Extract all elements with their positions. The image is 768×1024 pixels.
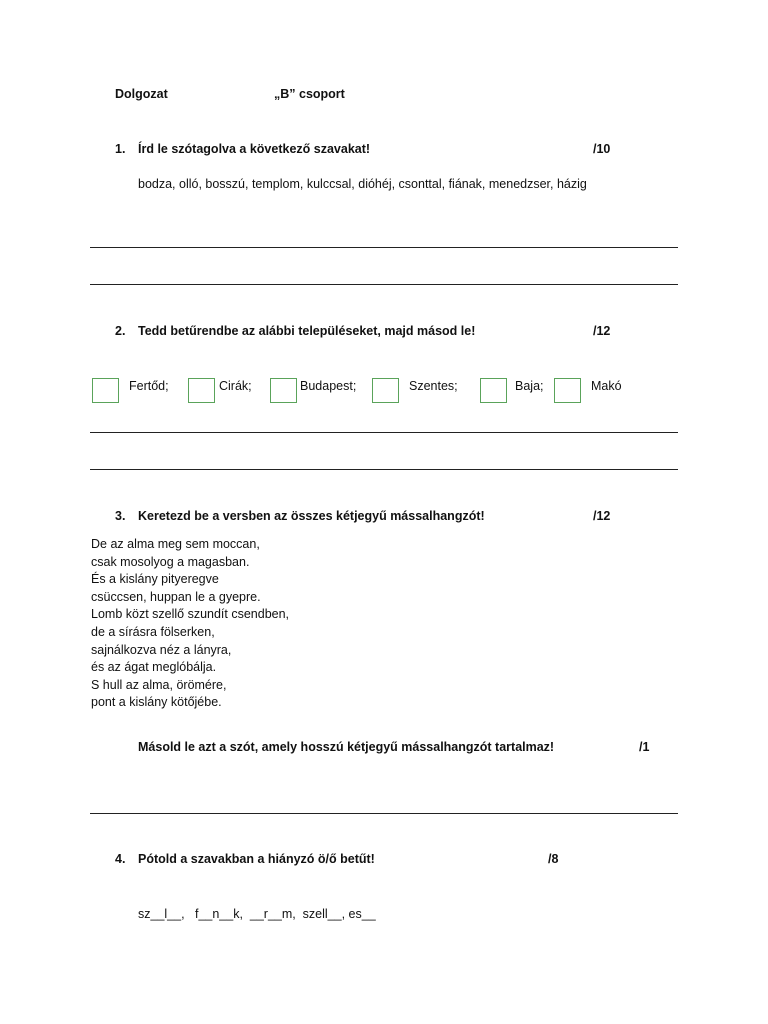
order-box[interactable] — [92, 378, 119, 403]
poem-line: És a kislány pityeregve — [91, 572, 219, 587]
order-box[interactable] — [554, 378, 581, 403]
answer-line — [90, 813, 678, 814]
order-box[interactable] — [480, 378, 507, 403]
poem-line: de a sírásra fölserken, — [91, 624, 215, 639]
poem-line: sajnálkozva néz a lányra, — [91, 642, 232, 657]
place-label: Cirák; — [219, 379, 252, 393]
poem-line: pont a kislány kötőjébe. — [91, 695, 222, 710]
poem-line: De az alma meg sem moccan, — [91, 537, 260, 551]
poem-line: és az ágat meglóbálja. — [91, 660, 217, 675]
task3-instruction: Keretezd be a versben az összes kétjegyű mássalhangzót! — [138, 509, 485, 523]
place-label: Fertőd; — [129, 379, 169, 393]
order-box[interactable] — [270, 378, 297, 403]
task1-words: bodza, olló, bosszú, templom, kulccsal, dióhéj, csonttal, fiának, menedzser, házig — [138, 177, 587, 191]
poem-line: csak mosolyog a magasban. — [91, 554, 250, 569]
answer-line — [90, 469, 678, 470]
place-label: Baja; — [515, 379, 544, 393]
task3-points: /12 — [593, 509, 611, 523]
answer-line — [90, 284, 678, 285]
poem-line: S hull az alma, örömére, — [91, 677, 227, 692]
doc-title: Dolgozat — [115, 87, 168, 101]
task3-sub-points: /1 — [639, 740, 650, 754]
task1-points: /10 — [593, 142, 611, 156]
task4-words: sz__l__, f__n__k, __r__m, szell__, es__ — [138, 907, 376, 921]
place-label: Szentes; — [409, 379, 458, 393]
place-label: Budapest; — [300, 379, 357, 393]
task3-number: 3. — [115, 509, 126, 523]
task2-points: /12 — [593, 324, 611, 338]
answer-line — [90, 432, 678, 433]
answer-line — [90, 247, 678, 248]
place-label: Makó — [591, 379, 622, 393]
task4-number: 4. — [115, 852, 126, 866]
group-label: „B” csoport — [274, 87, 345, 101]
task4-instruction: Pótold a szavakban a hiányzó ö/ő betűt! — [138, 852, 375, 866]
poem-line: csüccsen, huppan le a gyepre. — [91, 589, 261, 604]
task2-instruction: Tedd betűrendbe az alábbi településeket, majd másod le! — [138, 324, 476, 338]
task3-sub-instruction: Másold le azt a szót, amely hosszú kétjegyű mássalhangzót tartalmaz! — [138, 740, 555, 754]
task4-points: /8 — [548, 852, 559, 866]
task1-instruction: Írd le szótagolva a következő szavakat! — [138, 142, 371, 156]
order-box[interactable] — [188, 378, 215, 403]
task2-number: 2. — [115, 324, 126, 338]
order-box[interactable] — [372, 378, 399, 403]
task1-number: 1. — [115, 142, 126, 156]
poem — [91, 536, 289, 712]
poem-line: Lomb közt szellő szundít csendben, — [91, 607, 290, 622]
